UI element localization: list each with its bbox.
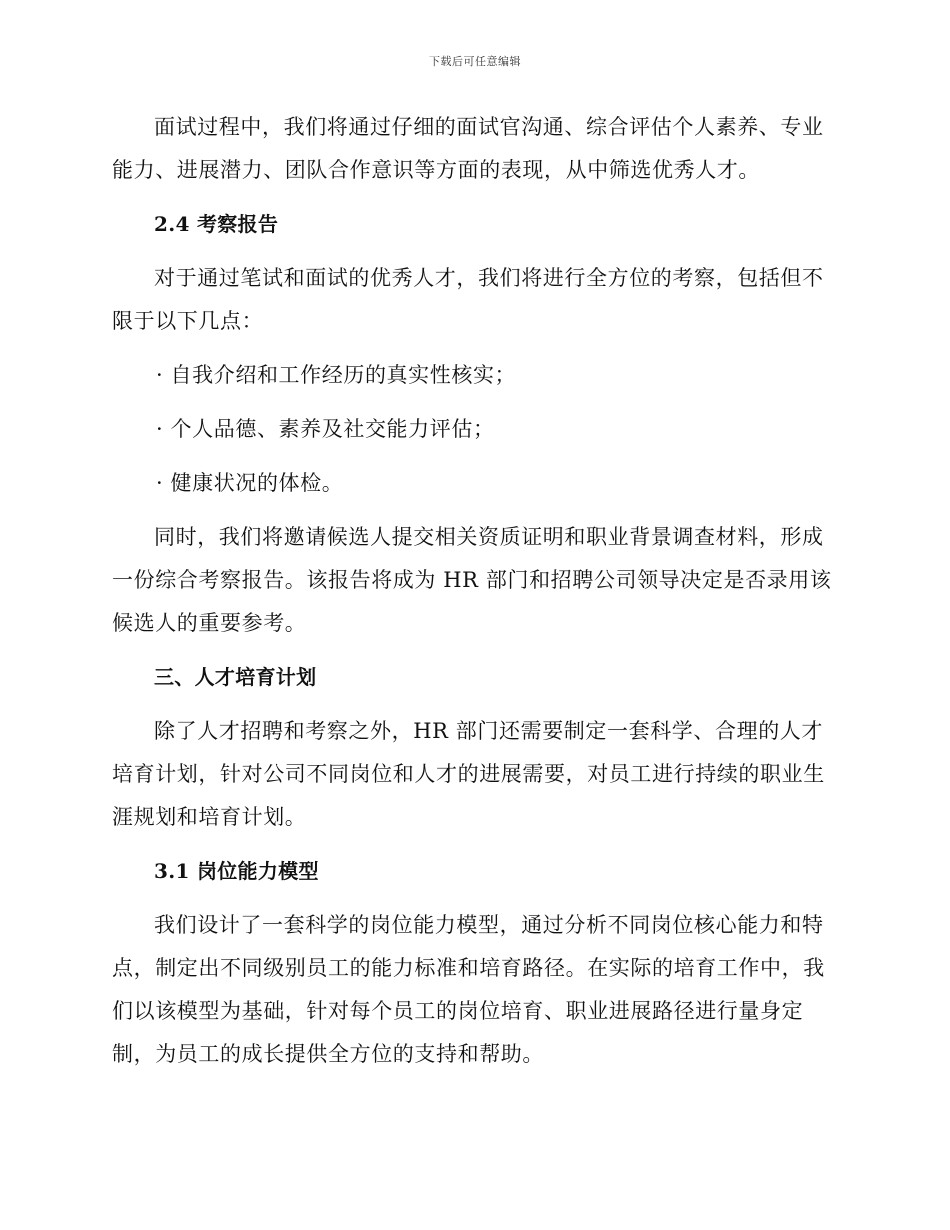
section-heading-3-1: 3.1 岗位能力模型: [154, 859, 319, 883]
page-header: 下载后可任意编辑: [429, 55, 521, 68]
bullet-item: · 个人品德、素养及社交能力评估；: [156, 417, 495, 441]
paragraph-assessment-intro: 对于通过笔试和面试的优秀人才，我们将进行全方位的考察，包括但不限于以下几点：: [112, 266, 824, 333]
section-heading-2-4: 2.4 考察报告: [154, 212, 279, 236]
section-heading-3: 三、人才培育计划: [154, 665, 317, 689]
document-body: [112, 106, 832, 1087]
paragraph-competency-model: 我们设计了一套科学的岗位能力模型，通过分析不同岗位核心能力和特点，制定出不同级别员工的能力标准和培育路径。在实际的培育工作中，我们以该模型为基础，针对每个员工的岗位培育、职业进展路径进行量身定制，为员工的成长提供全方位的支持和帮助。: [112, 913, 825, 1066]
paragraph-training-plan: 除了人才招聘和考察之外，HR 部门还需要制定一套科学、合理的人才培育计划，针对公司不同岗位和人才的进展需要，对员工进行持续的职业生涯规划和培育计划。: [112, 719, 825, 829]
bullet-item: · 自我介绍和工作经历的真实性核实；: [156, 363, 517, 387]
paragraph-assessment-report: 同时，我们将邀请候选人提交相关资质证明和职业背景调查材料，形成一份综合考察报告。该报告将成为 HR 部门和招聘公司领导决定是否录用该候选人的重要参考。: [112, 525, 832, 635]
paragraph-interview: 面试过程中，我们将通过仔细的面试官沟通、综合评估个人素养、专业能力、进展潜力、团队合作意识等方面的表现，从中筛选优秀人才。: [112, 115, 824, 182]
bullet-item: · 健康状况的体检。: [156, 471, 344, 495]
